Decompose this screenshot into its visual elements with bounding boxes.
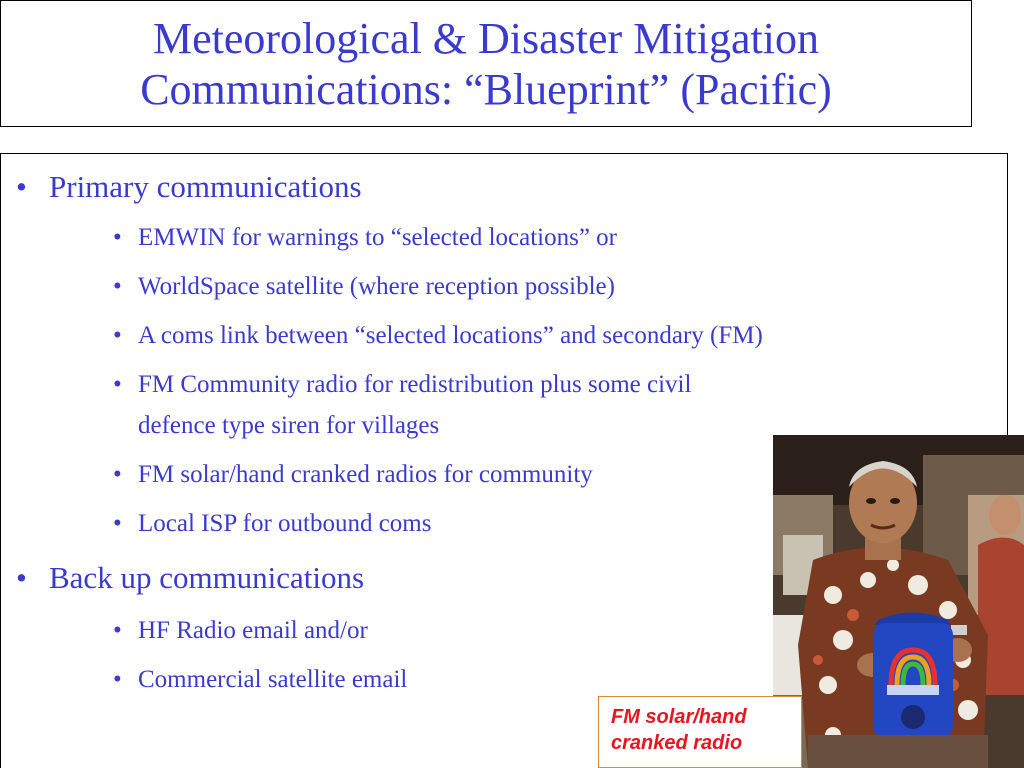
list-item: FM solar/hand cranked radios for community (138, 461, 593, 488)
title-line-1: Meteorological & Disaster Mitigation (153, 13, 819, 63)
list-item: FM Community radio for redistribution plus some civil (138, 371, 692, 398)
photo-caption (598, 696, 802, 768)
bullet-marker: • (113, 322, 122, 349)
bullet-marker: • (113, 371, 122, 398)
list-item: Local ISP for outbound coms (138, 510, 432, 537)
slide-title (140, 13, 832, 115)
caption-line-2: cranked radio (611, 732, 743, 754)
bullet-marker: • (16, 169, 27, 204)
bullet-marker: • (113, 224, 122, 251)
list-item-continuation: defence type siren for villages (138, 412, 440, 439)
slide-title-box (0, 0, 972, 127)
caption-line-1: FM solar/hand (611, 706, 747, 728)
bullet-marker: • (113, 617, 122, 644)
section-heading: Primary communications (49, 169, 362, 204)
list-item: Commercial satellite email (138, 666, 408, 693)
radio-icon (873, 613, 953, 739)
man-holding-radio-photo (773, 435, 1024, 768)
list-item: WorldSpace satellite (where reception possible) (138, 273, 615, 300)
list-item: HF Radio email and/or (138, 617, 368, 644)
bullet-marker: • (113, 666, 122, 693)
bullet-marker: • (16, 560, 27, 595)
bullet-marker: • (113, 510, 122, 537)
photo-illustration (773, 435, 1024, 768)
bullet-marker: • (113, 461, 122, 488)
title-line-2: Communications: “Blueprint” (Pacific) (140, 64, 832, 114)
list-item: EMWIN for warnings to “selected locations” or (138, 224, 618, 251)
bullet-marker: • (113, 273, 122, 300)
section-heading: Back up communications (49, 560, 365, 595)
list-item: A coms link between “selected locations” and secondary (FM) (138, 322, 763, 349)
